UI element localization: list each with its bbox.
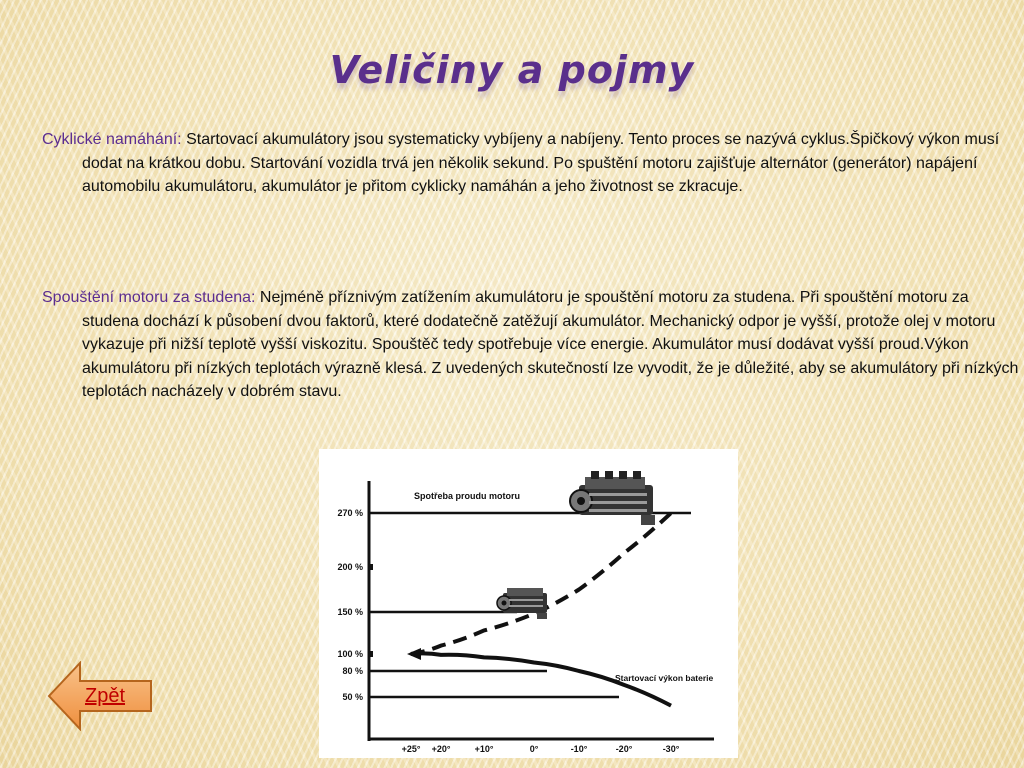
paragraph-cold-start-text: Nejméně příznivým zatížením akumulátoru je spouštění motoru za studena. Při spouštění motoru za studena dochází k působení dvou faktorů, které dodatečně zatěžují akumulátor. Mechanický odpor je vyšší, protože olej v motoru vykazuje při nižší teplotě vyšší viskozitu. Spouštěč tedy spotřebuje více energie. Akumulátor musí dodávat vyšší proud.Výkon akumulátoru při nízkých teplotách výrazně klesá. Z uvedených skutečností lze vyvodit, že je důležité, aby se akumulátory při nízkých teplotách nacházely v dobrém stavu. — [82, 289, 1019, 400]
back-button-label: Zpět — [84, 684, 126, 707]
paragraph-cyclic-load — [42, 128, 1022, 199]
x-tick-label: -30° — [662, 744, 680, 754]
x-tick-label: +25° — [401, 744, 421, 754]
y-tick-label: 50 % — [342, 692, 363, 702]
chart-svg — [319, 449, 738, 758]
paragraph-cyclic-load-text: Startovací akumulátory jsou systematicky vybíjeny a nabíjeny. Tento proces se nazývá cyklus.Špičkový výkon musí dodat na krátkou dobu. Startování vozidla trvá jen několik sekund. Po spuštění motoru zajišťuje alternátor (generátor) napájení automobilu akumulátoru, akumulátor je přitom cyklicky namáhán a jeho životnost se zkracuje. — [82, 131, 1000, 195]
series-label-engine: Spotřeba proudu motoru — [414, 491, 520, 501]
large-engine-icon — [570, 471, 655, 525]
term-cold-start: Spouštění motoru za studena: — [42, 289, 256, 306]
y-tick-label: 200 % — [337, 562, 363, 572]
y-tick-mark — [369, 564, 373, 570]
paragraph-cold-start — [42, 286, 1022, 404]
y-tick-label: 100 % — [337, 649, 363, 659]
series-line-0 — [411, 513, 671, 654]
battery-temperature-chart — [319, 449, 738, 758]
back-button[interactable] — [47, 661, 155, 731]
y-tick-label: 80 % — [342, 666, 363, 676]
x-tick-label: -10° — [570, 744, 588, 754]
series-arrowhead — [407, 648, 421, 660]
y-tick-mark — [369, 651, 373, 657]
x-tick-label: 0° — [529, 744, 539, 754]
x-tick-label: -20° — [615, 744, 633, 754]
x-tick-label: +20° — [431, 744, 451, 754]
x-tick-label: +10° — [474, 744, 494, 754]
page-title: Veličiny a pojmy — [329, 48, 695, 92]
term-cyclic-load: Cyklické namáhání: — [42, 131, 182, 148]
series-label-battery: Startovací výkon baterie — [615, 673, 714, 683]
y-tick-label: 270 % — [337, 508, 363, 518]
y-tick-label: 150 % — [337, 607, 363, 617]
small-engine-icon — [497, 588, 547, 619]
